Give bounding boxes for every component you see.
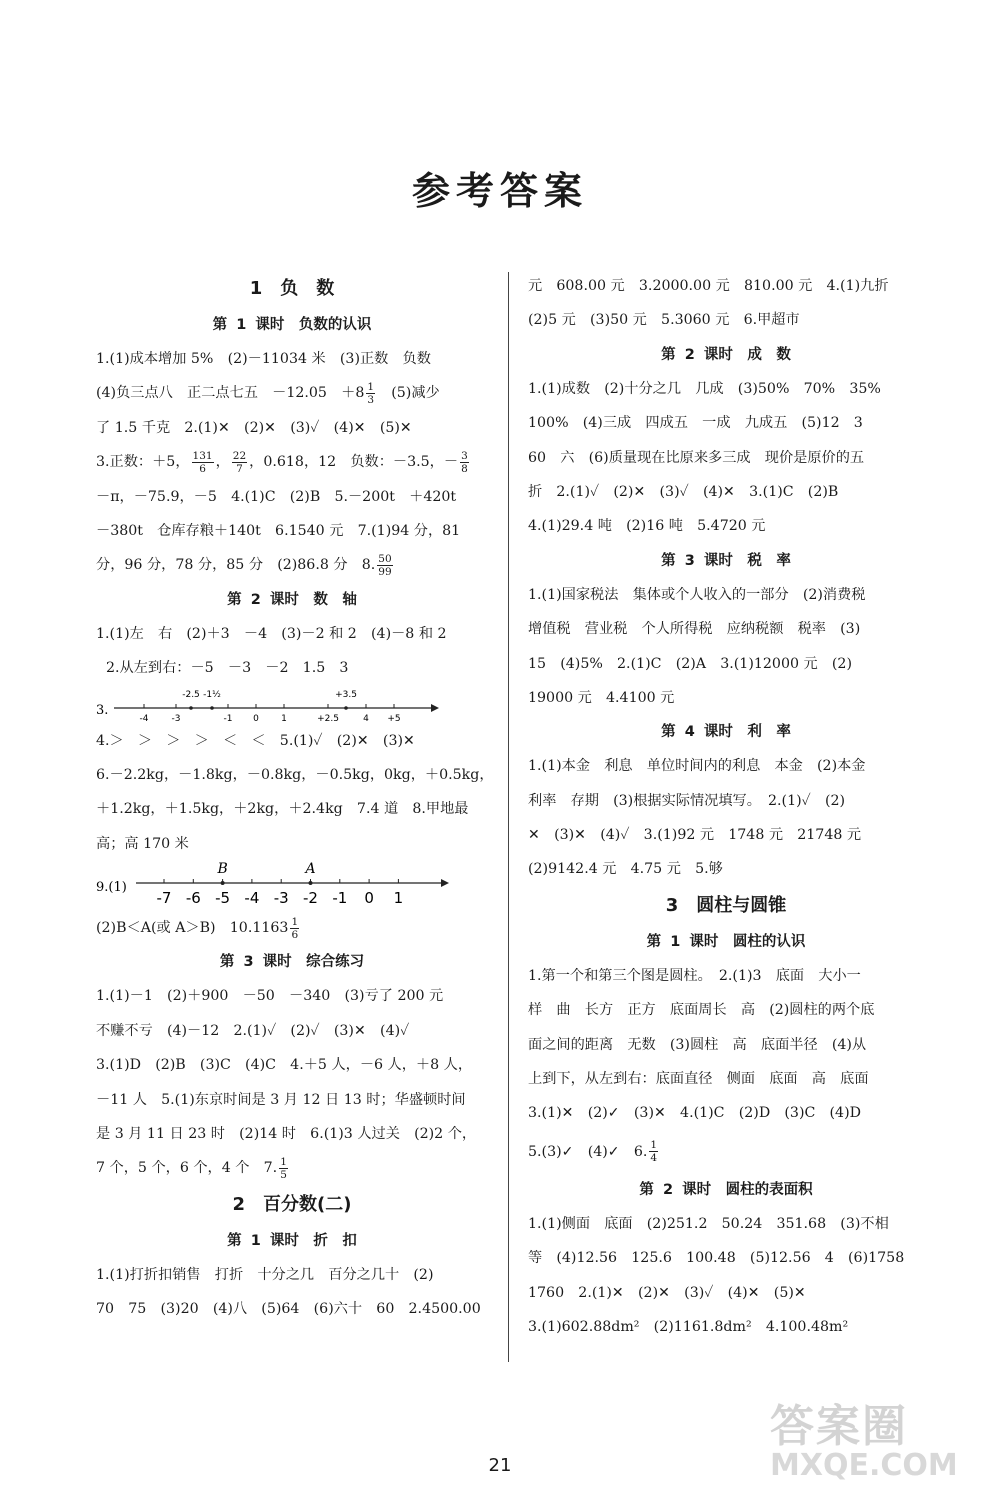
tick-label: 0 <box>253 713 259 724</box>
chapter-2-title: 2 百分数(二) <box>232 1193 352 1215</box>
answer-line: 2.从左到右：－5 －3 －2 1.5 3 <box>106 660 349 677</box>
tick-label: 0 <box>364 889 374 908</box>
point-label: +3.5 <box>335 689 357 700</box>
tick-label: -7 <box>156 889 172 908</box>
point-label: -2.5 <box>182 689 200 700</box>
fraction: $\frac{22}{7}$ <box>232 449 247 475</box>
answer-line: 分，96 分，78 分，85 分 (2)86.8 分 8. $\frac{50}{99}$ <box>96 552 392 578</box>
chapter-2-lesson-3-title: 第 3 课时 税 率 <box>661 552 791 569</box>
fraction: $\frac{3}{8}$ <box>461 449 468 475</box>
answer-line: 100% (4)三成 四成五 一成 九成五 (5)12 3 <box>528 415 863 432</box>
left-column <box>96 270 494 1327</box>
answer-line: －380t 仓库存粮＋140t 6.1540 元 7.(1)94 分，81 <box>96 522 461 539</box>
tick-label: -3 <box>273 889 289 908</box>
tick-label: -4 <box>244 889 260 908</box>
question-label: 9.(1) <box>96 880 127 896</box>
tick-label: -4 <box>139 713 149 724</box>
tick-label: 1 <box>393 889 404 908</box>
answer-line: 3.(1)602.88dm² (2)1161.8dm² 4.100.48m² <box>528 1318 849 1335</box>
answer-line: 元 608.00 元 3.2000.00 元 810.00 元 4.(1)九折 <box>528 278 889 294</box>
answer-line: 了 1.5 千克 2.(1)✕ (2)✕ (3)✓ (4)✕ (5)✕ <box>96 419 412 436</box>
tick-label: -3 <box>171 713 181 724</box>
chapter-3-title: 3 圆柱与圆锥 <box>665 894 787 916</box>
point-dot <box>221 881 225 885</box>
chapter-2-lesson-2-title: 第 2 课时 成 数 <box>661 346 791 363</box>
point-dot <box>344 706 348 710</box>
answer-line: 增值税 营业税 个人所得税 应纳税额 税率 (3) <box>528 621 861 638</box>
watermark-logo <box>770 1390 995 1483</box>
answer-line: (2)5 元 (3)50 元 5.3060 元 6.甲超市 <box>528 312 800 329</box>
answer-line: 3.正数：＋5， $\frac{131}{6}$ ， $\frac{22}{7}$ ，0.618，12 负数：－3.5，－ $\frac{3}{8}$ <box>96 449 468 475</box>
answer-line: 4.(1)29.4 吨 (2)16 吨 5.4720 元 <box>528 518 766 535</box>
tick-label: -6 <box>185 889 201 908</box>
watermark-en: MXQE.COM <box>770 1448 958 1483</box>
answer-line: 1.(1)左 右 (2)＋3 －4 (3)－2 和 2 (4)－8 和 2 <box>96 625 447 642</box>
answer-line: 3.(1)✕ (2)✓ (3)✕ 4.(1)C (2)D (3)C (4)D <box>528 1105 861 1122</box>
answer-line: (2)B＜A(或 A＞B) 10.1163 $\frac{1}{6}$ <box>96 915 299 941</box>
fraction: $\frac{1}{5}$ <box>280 1155 287 1181</box>
number-line-3 <box>96 686 488 724</box>
column-divider <box>508 272 509 1362</box>
watermark-cn: 答案圈 <box>770 1401 908 1452</box>
answer-line: 3.(1)D (2)B (3)C (4)C 4.＋5 人，－6 人，＋8 人， <box>96 1057 473 1074</box>
tick-label: 1 <box>281 713 287 724</box>
answer-line: －11 人 5.(1)东京时间是 3 月 12 日 13 时；华盛顿时间 <box>96 1091 466 1108</box>
point-dot <box>309 881 313 885</box>
tick-label: -1 <box>332 889 348 908</box>
answer-line: 1.(1)国家税法 集体或个人收入的一部分 (2)消费税 <box>528 586 866 603</box>
answer-line: 不赚不亏 (4)－12 2.(1)✓ (2)✓ (3)✕ (4)✓ <box>96 1022 410 1039</box>
number-line-9 <box>96 861 488 911</box>
point-label: -1½ <box>203 689 221 700</box>
answer-line: ＋1.2kg，＋1.5kg，＋2kg，＋2.4kg 7.4 道 8.甲地最 <box>96 801 469 818</box>
answer-line: 4.＞ ＞ ＞ ＞ ＜ ＜ 5.(1)✓ (2)✕ (3)✕ <box>96 732 415 749</box>
question-label: 3. <box>96 702 109 718</box>
fraction: $\frac{131}{6}$ <box>192 449 213 475</box>
fraction: $\frac{1}{4}$ <box>650 1139 658 1165</box>
answer-line: 样 曲 长方 正方 底面周长 高 (2)圆柱的两个底 <box>528 1002 875 1019</box>
answer-line: 高；高 170 米 <box>96 835 189 852</box>
answer-line: －π，－75.9，－5 4.(1)C (2)B 5.－200t ＋420t <box>96 488 457 505</box>
answer-line: 1.(1)成数 (2)十分之几 几成 (3)50% 70% 35% <box>528 380 881 397</box>
answer-line: 7 个，5 个，6 个，4 个 7. $\frac{1}{5}$ <box>96 1155 287 1181</box>
answer-line: 上到下，从左到右：底面直径 侧面 底面 高 底面 <box>528 1071 869 1088</box>
lesson-3-title: 第 3 课时 综合练习 <box>219 954 365 971</box>
answer-line: 70 75 (3)20 (4)八 (5)64 (6)六十 60 2.4500.00 <box>96 1301 481 1318</box>
chapter-2-lesson-4-title: 第 4 课时 利 率 <box>661 724 791 741</box>
page-number: 21 <box>488 1455 512 1476</box>
page-title: 参考答案 <box>411 169 588 213</box>
answer-line: (4)负三点八 正二点七五 －12.05 ＋8 $\frac{1}{3}$ (5)减少 <box>96 380 440 406</box>
answer-line: 1760 2.(1)✕ (2)✕ (3)✓ (4)✕ (5)✕ <box>528 1284 806 1301</box>
fraction: $\frac{1}{6}$ <box>291 915 299 941</box>
point-label: B <box>217 861 228 878</box>
answer-line: (2)9142.4 元 4.75 元 5.够 <box>528 861 723 878</box>
answer-line: 1.(1)打折扣销售 打折 十分之几 百分之几十 (2) <box>96 1266 434 1283</box>
chapter-1-title: 1 负 数 <box>249 278 335 299</box>
tick-label: +5 <box>387 713 401 724</box>
tick-label: +2.5 <box>317 713 339 724</box>
right-column <box>528 269 924 1344</box>
point-label: A <box>305 861 316 878</box>
answer-line: 1.(1)本金 利息 单位时间内的利息 本金 (2)本金 <box>528 758 866 775</box>
tick-label: 4 <box>363 713 369 724</box>
answer-line: 5.(3)✓ (4)✓ 6. $\frac{1}{4}$ <box>528 1139 658 1165</box>
answer-line: 面之间的距离 无数 (3)圆柱 高 底面半径 (4)从 <box>528 1036 867 1053</box>
answer-line: 6.－2.2kg，－1.8kg，－0.8kg，－0.5kg，0kg，＋0.5kg， <box>96 766 494 783</box>
answer-line: 60 六 (6)质量现在比原来多三成 现价是原价的五 <box>528 449 865 466</box>
answer-line: 19000 元 4.4100 元 <box>528 689 675 706</box>
tick-label: -2 <box>303 889 318 908</box>
answer-line: 折 2.(1)✓ (2)✕ (3)✓ (4)✕ 3.(1)C (2)B <box>528 483 839 500</box>
answer-line: 1.(1)成本增加 5% (2)－11034 米 (3)正数 负数 <box>96 351 431 367</box>
chapter-3-lesson-1-title: 第 1 课时 圆柱的认识 <box>646 933 806 950</box>
number-line-figure-3 <box>96 686 488 724</box>
answer-line: 利率 存期 (3)根据实际情况填写。 2.(1)✓ (2) <box>528 792 846 809</box>
tick-label: -5 <box>215 889 231 908</box>
fraction: $\frac{1}{3}$ <box>367 380 375 406</box>
chapter-2-lesson-1-title: 第 1 课时 折 扣 <box>227 1232 357 1249</box>
number-line-figure-9 <box>96 861 488 911</box>
lesson-1-title: 第 1 课时 负数的认识 <box>212 317 372 333</box>
point-dot <box>189 706 193 710</box>
chapter-3-lesson-2-title: 第 2 课时 圆柱的表面积 <box>639 1181 813 1198</box>
answer-line: 15 (4)5% 2.(1)C (2)A 3.(1)12000 元 (2) <box>528 655 852 672</box>
answer-line: 1.(1)侧面 底面 (2)251.2 50.24 351.68 (3)不相 <box>528 1215 889 1232</box>
lesson-2-title: 第 2 课时 数 轴 <box>227 591 357 608</box>
answer-line: 是 3 月 11 日 23 时 (2)14 时 6.(1)3 人过关 (2)2 个， <box>96 1126 477 1143</box>
answer-line: 1.(1)－1 (2)＋900 －50 －340 (3)亏了 200 元 <box>96 988 444 1005</box>
answer-line: 等 (4)12.56 125.6 100.48 (5)12.56 4 (6)1758 <box>528 1250 905 1267</box>
point-dot <box>210 706 214 710</box>
tick-label: -1 <box>223 713 233 724</box>
answer-line: ✕ (3)✕ (4)✓ 3.(1)92 元 1748 元 21748 元 <box>528 827 862 844</box>
fraction: $\frac{50}{99}$ <box>378 552 392 578</box>
answer-line: 1.第一个和第三个图是圆柱。 2.(1)3 底面 大小一 <box>528 967 861 984</box>
